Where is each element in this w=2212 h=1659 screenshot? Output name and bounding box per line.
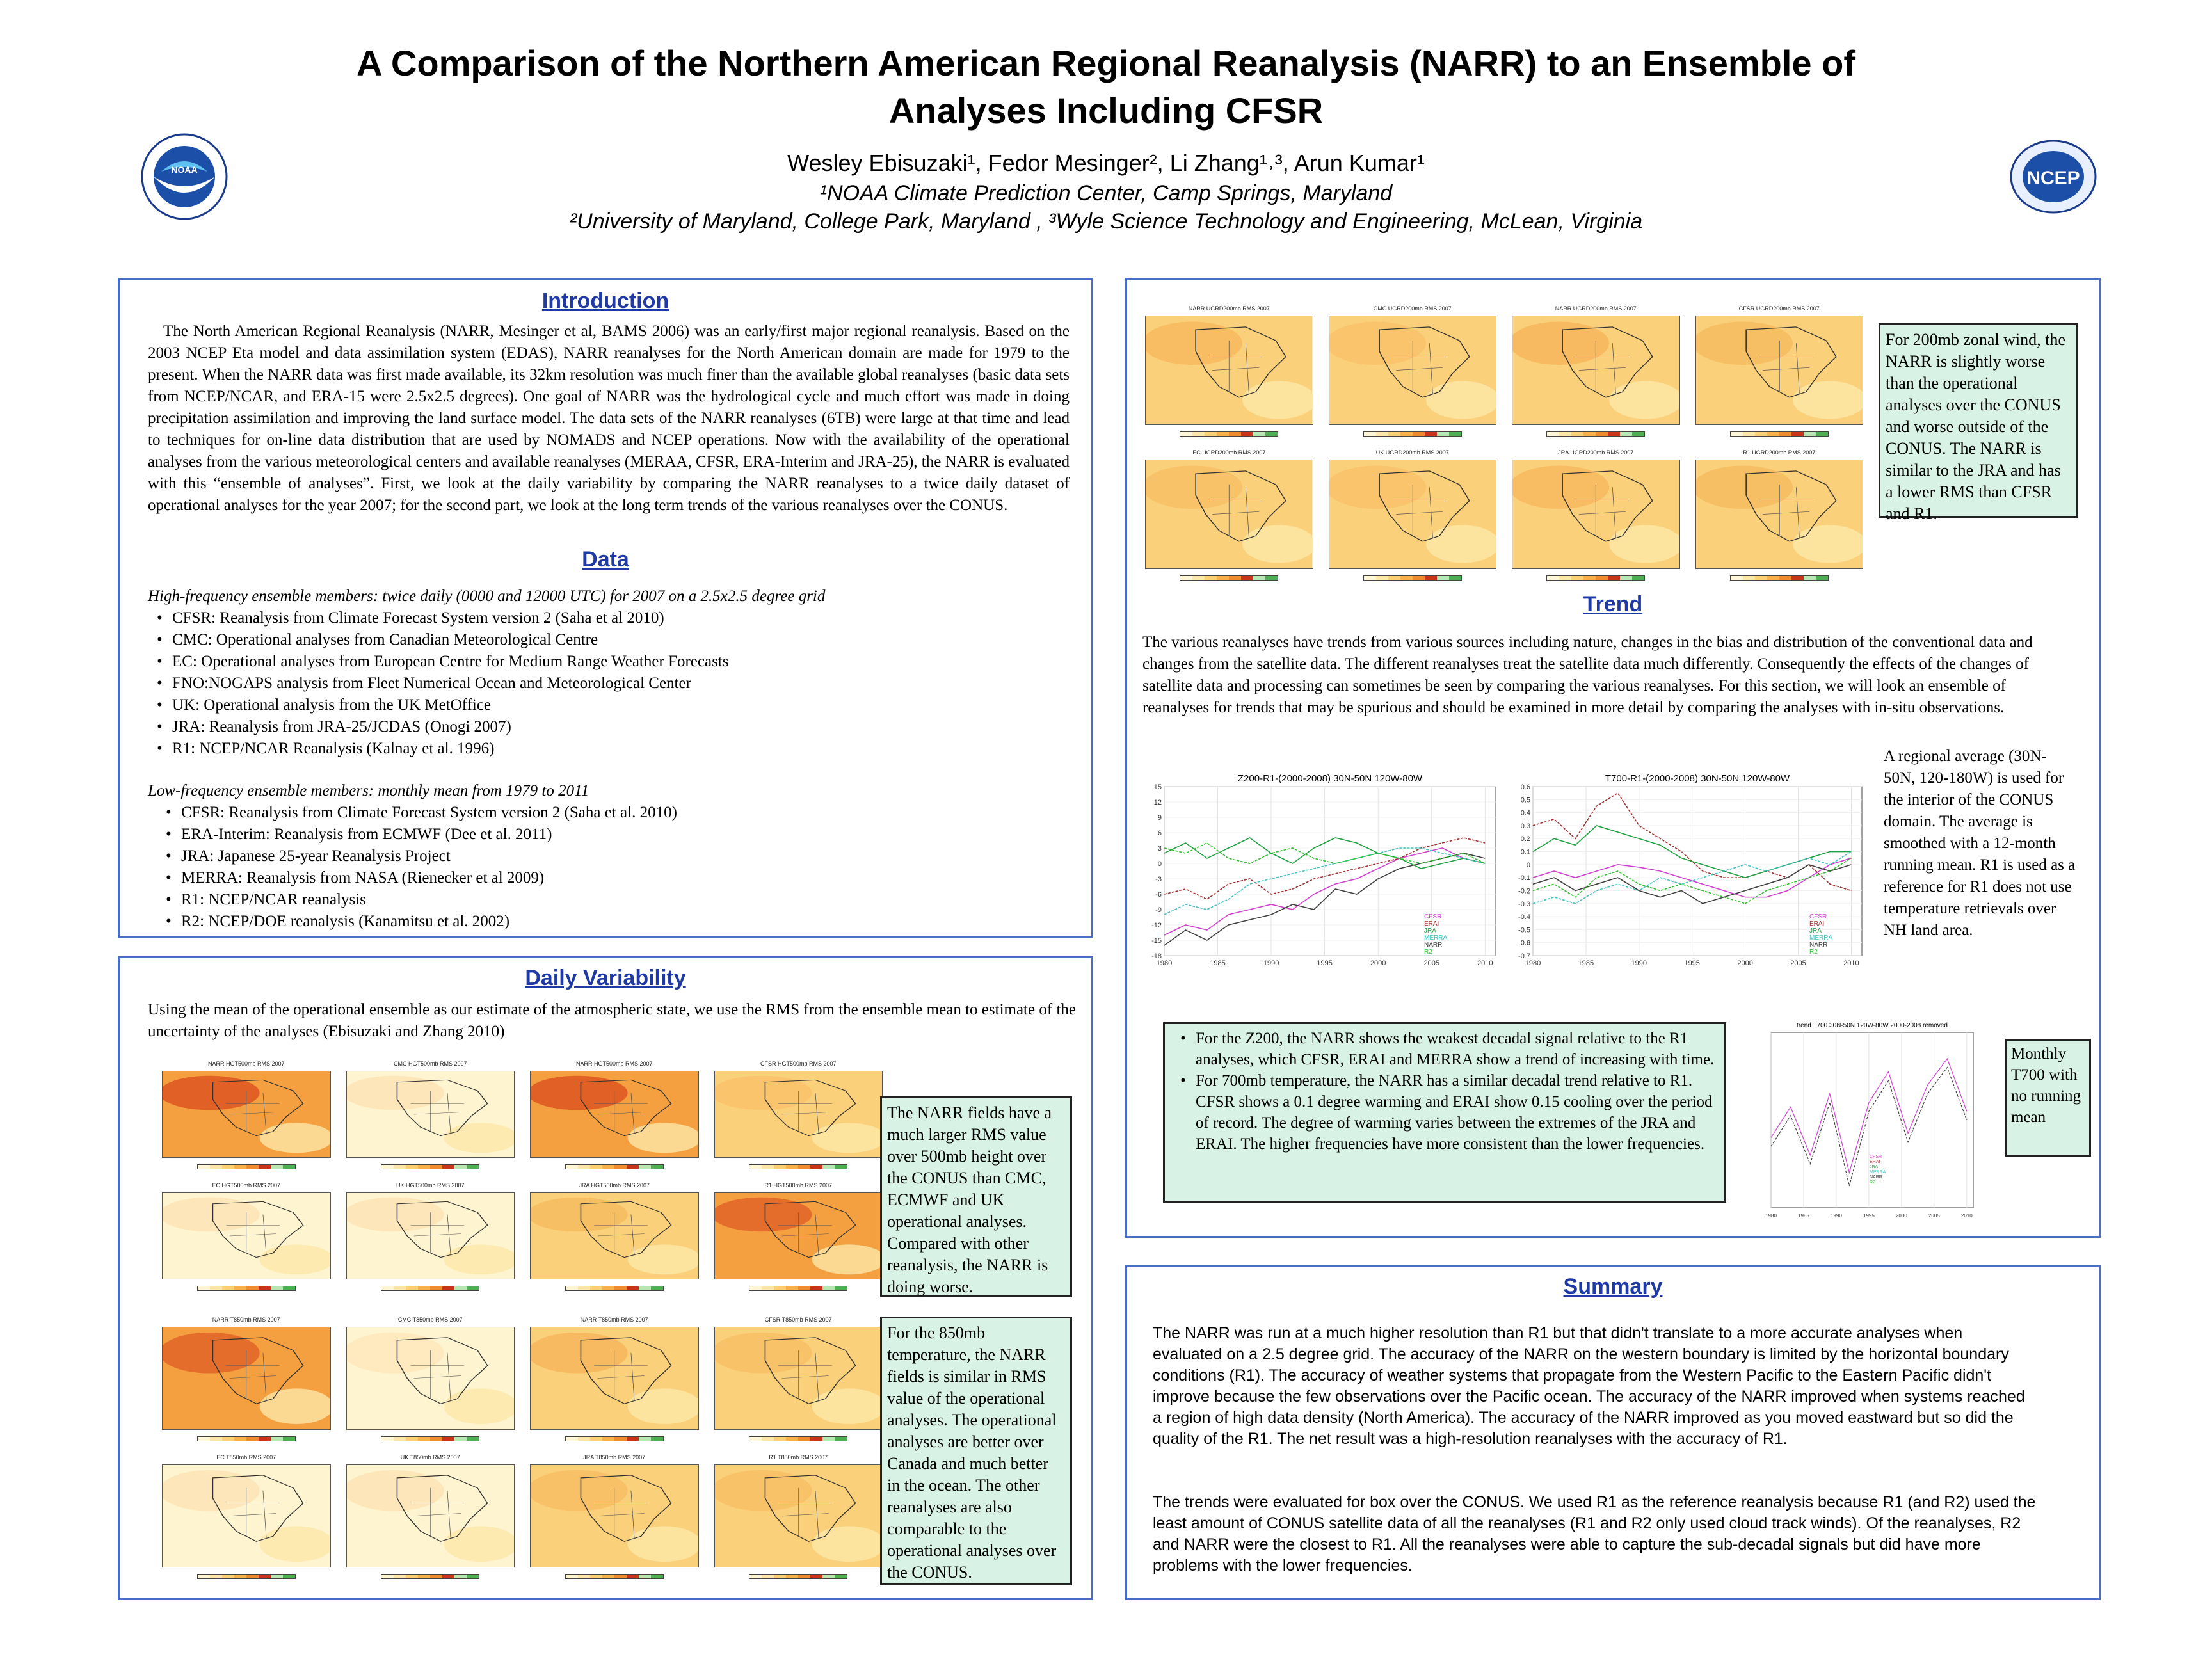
y-tick-label: 6	[1157, 830, 1162, 837]
colorbar	[1546, 431, 1645, 437]
x-tick-label: 1995	[1317, 959, 1333, 967]
legend-entry: NARR	[1870, 1175, 1882, 1180]
y-tick-label: 15	[1153, 783, 1162, 791]
y-tick-label: -0.6	[1518, 939, 1530, 947]
map-title: CMC T850mb RMS 2007	[397, 1317, 463, 1323]
map-title: NARR HGT500mb RMS 2007	[207, 1061, 285, 1067]
colorbar	[565, 1574, 664, 1579]
colorbar	[197, 1286, 296, 1291]
t850-note: For the 850mb temperature, the NARR fields is similar in RMS value of the operational analyses. The operational analyses are better over Canada and much better in the ocean. The other reanalyses are also comparable to the operational analyses over the CONUS.	[880, 1317, 1072, 1585]
map-field	[1145, 460, 1313, 569]
map-field	[1512, 460, 1680, 569]
map-field	[530, 1071, 699, 1158]
low-freq-list	[157, 802, 1066, 933]
map-title: EC T850mb RMS 2007	[216, 1454, 276, 1461]
t850-map	[158, 1317, 335, 1449]
svg-text:NOAA: NOAA	[171, 164, 198, 175]
x-tick-label: 1990	[1831, 1213, 1842, 1219]
y-tick-label: 0	[1526, 861, 1530, 869]
y-tick-label: -18	[1151, 952, 1162, 960]
t850-map	[710, 1454, 887, 1587]
u200-map	[1141, 305, 1317, 444]
z500-map	[710, 1182, 887, 1299]
trend-panel	[1125, 278, 2101, 1238]
y-tick-label: -6	[1155, 891, 1162, 899]
colorbar	[197, 1164, 296, 1169]
summary-paragraph-1: The NARR was run at a much higher resolution than R1 but that didn't translate to a more accurate analyses when evaluated on a 2.5 degree grid. The accuracy of the NARR on the western boundary is limited by the horizontal boundary conditions (R1). The accuracy of weather systems that propagate from the Western Pacific to the Eastern Pacific didn't improve because the few observations over the Pacific ocean. The accuracy of the NARR improved when systems reached a region of high data density (North America). The accuracy of the NARR improved as you moved eastward but so did the quality of the R1. The net result was a high-resolution reanalyses with the accuracy of R1.	[1153, 1324, 2025, 1448]
x-tick-label: 2000	[1737, 959, 1753, 967]
high-freq-list-item: • CFSR: Reanalysis from Climate Forecast System version 2 (Saha et al 2010)	[148, 607, 1070, 629]
map-field	[162, 1071, 331, 1158]
u200-map	[1508, 449, 1684, 588]
t850-map	[158, 1454, 335, 1587]
map-title: R1 UGRD200mb RMS 2007	[1743, 449, 1816, 456]
colorbar	[749, 1436, 847, 1441]
x-tick-label: 2005	[1928, 1213, 1940, 1219]
map-field	[714, 1192, 883, 1279]
map-field	[530, 1192, 699, 1279]
map-title: UK T850mb RMS 2007	[400, 1454, 460, 1461]
legend-entry: CFSR	[1424, 913, 1442, 920]
legend-entry: R2	[1870, 1180, 1875, 1185]
x-tick-label: 1990	[1631, 959, 1647, 967]
chart-title: trend T700 30N-50N 120W-80W 2000-2008 removed	[1797, 1022, 1948, 1029]
map-title: UK UGRD200mb RMS 2007	[1375, 449, 1449, 456]
trend-bullets	[1163, 1022, 1726, 1203]
map-field	[530, 1464, 699, 1567]
high-freq-title: High-frequency ensemble members: twice daily (0000 and 12000 UTC) for 2007 on a 2.5x2.5 degree grid	[148, 588, 826, 605]
y-tick-label: 0.3	[1520, 822, 1530, 830]
map-title: JRA UGRD200mb RMS 2007	[1558, 449, 1634, 456]
z500-map	[710, 1061, 887, 1177]
y-tick-label: 0.5	[1520, 796, 1530, 805]
y-tick-label: -0.7	[1518, 952, 1530, 960]
t850-map	[342, 1454, 519, 1587]
map-title: UK HGT500mb RMS 2007	[396, 1182, 465, 1189]
colorbar	[197, 1574, 296, 1579]
map-title: EC UGRD200mb RMS 2007	[1192, 449, 1266, 456]
map-field	[162, 1327, 331, 1430]
colorbar	[1730, 431, 1829, 437]
y-tick-label: 0.1	[1520, 848, 1530, 856]
colorbar	[565, 1164, 664, 1169]
x-tick-label: 1985	[1578, 959, 1594, 967]
high-freq-list-item: • JRA: Reanalysis from JRA-25/JCDAS (Onogi 2007)	[148, 716, 1070, 738]
low-freq-list-item: • MERRA: Reanalysis from NASA (Rienecker et al 2009)	[157, 867, 1066, 889]
legend-entry: MERRA	[1424, 934, 1448, 942]
z500-map	[158, 1182, 335, 1299]
t850-map	[342, 1317, 519, 1449]
legend-entry: JRA	[1424, 927, 1436, 934]
x-tick-label: 1985	[1798, 1213, 1809, 1219]
y-tick-label: -0.4	[1518, 913, 1530, 922]
map-field	[1695, 316, 1864, 425]
map-title: CMC HGT500mb RMS 2007	[393, 1061, 467, 1067]
x-tick-label: 2010	[1843, 959, 1859, 967]
high-freq-list-item: • UK: Operational analysis from the UK MetOffice	[148, 694, 1070, 716]
data-heading: Data	[582, 547, 629, 572]
map-field	[346, 1327, 515, 1430]
title-line-1: A Comparison of the Northern American Regional Reanalysis (NARR) to an Ensemble of	[357, 43, 1855, 83]
map-title: CFSR UGRD200mb RMS 2007	[1738, 305, 1820, 312]
x-tick-label: 1985	[1210, 959, 1226, 967]
colorbar	[749, 1164, 847, 1169]
t700-trend-chart	[1509, 765, 1867, 970]
colorbar	[749, 1574, 847, 1579]
map-field	[1512, 316, 1680, 425]
trend-bullet-item: • For the Z200, the NARR shows the weakest decadal signal relative to the R1 analyses, which CFSR, ERAI and MERRA show a trend of increasing with time.	[1171, 1028, 1718, 1070]
legend-entry: MERRA	[1809, 934, 1833, 942]
map-field	[346, 1071, 515, 1158]
y-tick-label: -0.2	[1518, 887, 1530, 895]
map-field	[714, 1464, 883, 1567]
y-tick-label: -0.1	[1518, 874, 1530, 883]
map-field	[1329, 316, 1497, 425]
map-title: CMC UGRD200mb RMS 2007	[1373, 305, 1452, 312]
map-field	[1145, 316, 1313, 425]
z500-rms-maps	[158, 1061, 894, 1304]
map-title: CFSR T850mb RMS 2007	[764, 1317, 832, 1323]
legend-entry: CFSR	[1870, 1155, 1882, 1159]
chart-title: Z200-R1-(2000-2008) 30N-50N 120W-80W	[1237, 773, 1423, 784]
y-tick-label: 0	[1157, 860, 1162, 868]
chart-title: T700-R1-(2000-2008) 30N-50N 120W-80W	[1605, 773, 1790, 784]
y-tick-label: 0.4	[1520, 809, 1530, 817]
colorbar	[381, 1164, 479, 1169]
colorbar	[381, 1436, 479, 1441]
summary-panel	[1125, 1265, 2101, 1600]
poster-title	[128, 40, 2084, 134]
y-tick-label: 9	[1157, 814, 1162, 822]
daily-variability-panel	[118, 956, 1093, 1600]
map-title: NARR UGRD200mb RMS 2007	[1188, 305, 1270, 312]
map-field	[714, 1071, 883, 1158]
colorbar	[381, 1286, 479, 1291]
authors: Wesley Ebisuzaki¹, Fedor Mesinger², Li Zhang¹˒³, Arun Kumar¹	[787, 150, 1425, 176]
z500-map	[158, 1061, 335, 1177]
colorbar	[1180, 431, 1278, 437]
map-field	[530, 1327, 699, 1430]
z500-note: The NARR fields have a much larger RMS value over 500mb height over the CONUS than CMC, ECMWF and UK operational analyses. Compared with other reanalysis, the NARR is doing worse.	[880, 1096, 1072, 1297]
daily-variability-heading: Daily Variability	[525, 966, 686, 990]
trend-side-note: A regional average (30N-50N, 120-180W) is used for the interior of the CONUS domain. The average is smoothed with a 12-month running mean. R1 is used as a reference for R1 does not use temperature retrievals over NH land area.	[1884, 748, 2076, 939]
z500-map	[342, 1182, 519, 1299]
map-field	[162, 1192, 331, 1279]
map-title: NARR HGT500mb RMS 2007	[575, 1061, 653, 1067]
colorbar	[381, 1574, 479, 1579]
x-tick-label: 2005	[1790, 959, 1806, 967]
map-title: NARR UGRD200mb RMS 2007	[1555, 305, 1637, 312]
u200-map	[1692, 449, 1868, 588]
colorbar	[565, 1436, 664, 1441]
legend-entry: MERRA	[1870, 1170, 1886, 1174]
map-title: NARR T850mb RMS 2007	[580, 1317, 648, 1323]
u200-rms-maps	[1141, 305, 1875, 593]
x-tick-label: 1980	[1156, 959, 1173, 967]
map-field	[346, 1464, 515, 1567]
map-title: R1 T850mb RMS 2007	[769, 1454, 828, 1461]
trend-bullet-list	[1171, 1028, 1718, 1155]
colorbar	[1546, 575, 1645, 581]
map-title: NARR T850mb RMS 2007	[212, 1317, 280, 1323]
introduction-text: The North American Regional Reanalysis (NARR, Mesinger et al, BAMS 2006) was an early/first major regional reanalysis. Based on the 2003 NCEP Eta model and data assimilation system (EDAS), NARR reanalyses for the North American domain are made for 1979 to the present. When the NARR data was first made available, its 32km resolution was much finer than the available global reanalyses (basic data sets from NCEP/NCAR, and ERA-15 were 2.5x2.5 degrees). One goal of NARR was the hydrological cycle and much effort was made in doing precipitation assimilation and improving the land surface model. The data sets of the NARR reanalyses (6TB) were large at that time and lead to techniques for on-line data distribution that are used by NOMADS and NCEP operations. Now with the availability of the operational analyses from the various meteorological centers and available reanalyses (MERAA, CFSR, ERA-Interim and JRA-25), the NARR is evaluated with this “ensemble of analyses”. First, we look at the daily variability by comparing the NARR reanalyses to a twice daily dataset of operational analyses for the year 2007; for the second part, we look at the long term trends of the various reanalyses over the CONUS.	[148, 323, 1070, 514]
high-freq-list	[148, 607, 1070, 760]
high-freq-list-item: • R1: NCEP/NCAR Reanalysis (Kalnay et al. 1996)	[148, 738, 1070, 760]
map-field	[162, 1464, 331, 1567]
map-title: JRA HGT500mb RMS 2007	[579, 1182, 650, 1189]
summary-paragraph-2: The trends were evaluated for box over the CONUS. We used R1 as the reference reanalysis because R1 (and R2) used the least amount of CONUS satellite data of all the reanalyses (R1 and R2 only used cloud track winds). Of the reanalyses, R2 and NARR were the closest to R1. All the reanalyses were able to capture the sub-decadal signals but did have more problems with the lower frequencies.	[1153, 1493, 2036, 1575]
u200-map	[1325, 449, 1501, 588]
z500-map	[526, 1061, 703, 1177]
plot-area	[1164, 787, 1496, 956]
x-tick-label: 2010	[1960, 1213, 1973, 1219]
map-field	[346, 1192, 515, 1279]
daily-variability-text: Using the mean of the operational ensemble as our estimate of the atmospheric state, we use the RMS from the ensemble mean to estimate of the uncertainty of the analyses (Ebisuzaki and Zhang 2010)	[148, 1001, 1076, 1040]
svg-text:NCEP: NCEP	[2026, 168, 2080, 189]
legend-entry: R2	[1424, 949, 1432, 956]
low-freq-title: Low-frequency ensemble members: monthly mean from 1979 to 2011	[148, 782, 589, 799]
z500-map	[342, 1061, 519, 1177]
map-field	[714, 1327, 883, 1430]
legend-entry: ERAI	[1809, 920, 1825, 927]
u200-map	[1692, 305, 1868, 444]
low-freq-list-item: • JRA: Japanese 25-year Reanalysis Project	[157, 846, 1066, 867]
y-tick-label: 0.6	[1520, 783, 1530, 791]
colorbar	[749, 1286, 847, 1291]
colorbar	[1730, 575, 1829, 581]
y-tick-label: 12	[1153, 799, 1162, 806]
legend-entry: NARR	[1809, 942, 1828, 949]
x-tick-label: 2000	[1370, 959, 1386, 967]
z500-map	[526, 1182, 703, 1299]
trend-bullet-item: • For 700mb temperature, the NARR has a similar decadal trend relative to R1. CFSR shows a 0.1 degree warming and ERAI show 0.15 cooling over the period of record. The degree of warming varies between the extremes of the JRA and ERAI. The higher frequencies have more consistent than the lower frequencies.	[1171, 1070, 1718, 1155]
high-freq-list-item: • FNO:NOGAPS analysis from Fleet Numerical Ocean and Meteorological Center	[148, 673, 1070, 694]
legend-entry: JRA	[1809, 927, 1822, 934]
y-tick-label: 0.2	[1520, 835, 1530, 844]
t850-map	[526, 1317, 703, 1449]
colorbar	[565, 1286, 664, 1291]
high-freq-list-item: • CMC: Operational analyses from Canadian Meteorological Centre	[148, 629, 1070, 651]
colorbar	[1363, 431, 1462, 437]
trend-heading: Trend	[1583, 592, 1643, 616]
y-tick-label: -3	[1155, 876, 1162, 883]
affiliation-1: ¹NOAA Climate Prediction Center, Camp Springs, Maryland	[819, 181, 1393, 205]
t850-rms-maps	[158, 1317, 894, 1592]
map-title: CFSR HGT500mb RMS 2007	[760, 1061, 837, 1067]
u200-map	[1325, 305, 1501, 444]
monthly-t700-note: Monthly T700 with no running mean	[2005, 1039, 2091, 1157]
legend-entry: NARR	[1424, 942, 1443, 949]
x-tick-label: 2010	[1477, 959, 1493, 967]
low-freq-list-item: • CFSR: Reanalysis from Climate Forecast System version 2 (Saha et al. 2010)	[157, 802, 1066, 824]
x-tick-label: 1980	[1525, 959, 1541, 967]
x-tick-label: 1995	[1863, 1213, 1875, 1219]
trend-text: The various reanalyses have trends from various sources including nature, changes in the bias and distribution of the conventional data and changes from the satellite data. The different reanalyses treat the satellite data much differently. Consequently the effects of the changes of satellite data and processing can sometimes be seen by comparing the various reanalyses. For this section, we will look an ensemble of reanalyses for trends that may be spurious and should be examined in more detail by comparing the analyses with in-situ observations.	[1142, 634, 2033, 716]
map-title: R1 HGT500mb RMS 2007	[764, 1182, 833, 1189]
x-tick-label: 1990	[1263, 959, 1279, 967]
y-tick-label: -0.3	[1518, 900, 1530, 908]
u200-note: For 200mb zonal wind, the NARR is slightly worse than the operational analyses over the CONUS and worse outside of the CONUS. The NARR is similar to the JRA and has a lower RMS than CFSR and R1.	[1879, 323, 2078, 518]
colorbar	[1363, 575, 1462, 581]
y-tick-label: -9	[1155, 906, 1162, 914]
colorbar	[1180, 575, 1278, 581]
x-tick-label: 2000	[1895, 1213, 1907, 1219]
legend-entry: R2	[1809, 949, 1818, 956]
low-freq-list-item: • ERA-Interim: Reanalysis from ECMWF (Dee et al. 2011)	[157, 824, 1066, 846]
low-freq-list-item: • R2: NCEP/DOE reanalysis (Kanamitsu et al. 2002)	[157, 911, 1066, 933]
legend-entry: ERAI	[1870, 1160, 1880, 1164]
map-field	[1695, 460, 1864, 569]
y-tick-label: -15	[1151, 937, 1162, 945]
x-tick-label: 1995	[1684, 959, 1700, 967]
map-field	[1329, 460, 1497, 569]
z200-trend-chart	[1142, 765, 1501, 970]
u200-map	[1141, 449, 1317, 588]
legend-entry: JRA	[1870, 1165, 1879, 1169]
y-tick-label: 3	[1157, 845, 1162, 853]
t850-map	[526, 1454, 703, 1587]
low-freq-list-item: • R1: NCEP/NCAR reanalysis	[157, 889, 1066, 911]
summary-heading: Summary	[1563, 1274, 1663, 1299]
map-title: JRA T850mb RMS 2007	[583, 1454, 646, 1461]
introduction-heading: Introduction	[541, 289, 669, 313]
y-tick-label: -0.5	[1518, 926, 1530, 934]
title-line-2: Analyses Including CFSR	[888, 90, 1324, 131]
intro-data-panel	[118, 278, 1093, 938]
colorbar	[197, 1436, 296, 1441]
u200-map	[1508, 305, 1684, 444]
legend-entry: ERAI	[1424, 920, 1439, 927]
y-tick-label: -12	[1151, 922, 1162, 929]
t850-map	[710, 1317, 887, 1449]
affiliation-2: ²University of Maryland, College Park, Maryland , ³Wyle Science Technology and Engineering, McLean, Virginia	[569, 209, 1643, 234]
map-title: EC HGT500mb RMS 2007	[212, 1182, 281, 1189]
monthly-t700-chart	[1754, 1017, 1978, 1222]
x-tick-label: 2005	[1423, 959, 1439, 967]
high-freq-list-item: • EC: Operational analyses from European Centre for Medium Range Weather Forecasts	[148, 651, 1070, 673]
legend-entry: CFSR	[1809, 913, 1827, 920]
x-tick-label: 1980	[1765, 1213, 1777, 1219]
